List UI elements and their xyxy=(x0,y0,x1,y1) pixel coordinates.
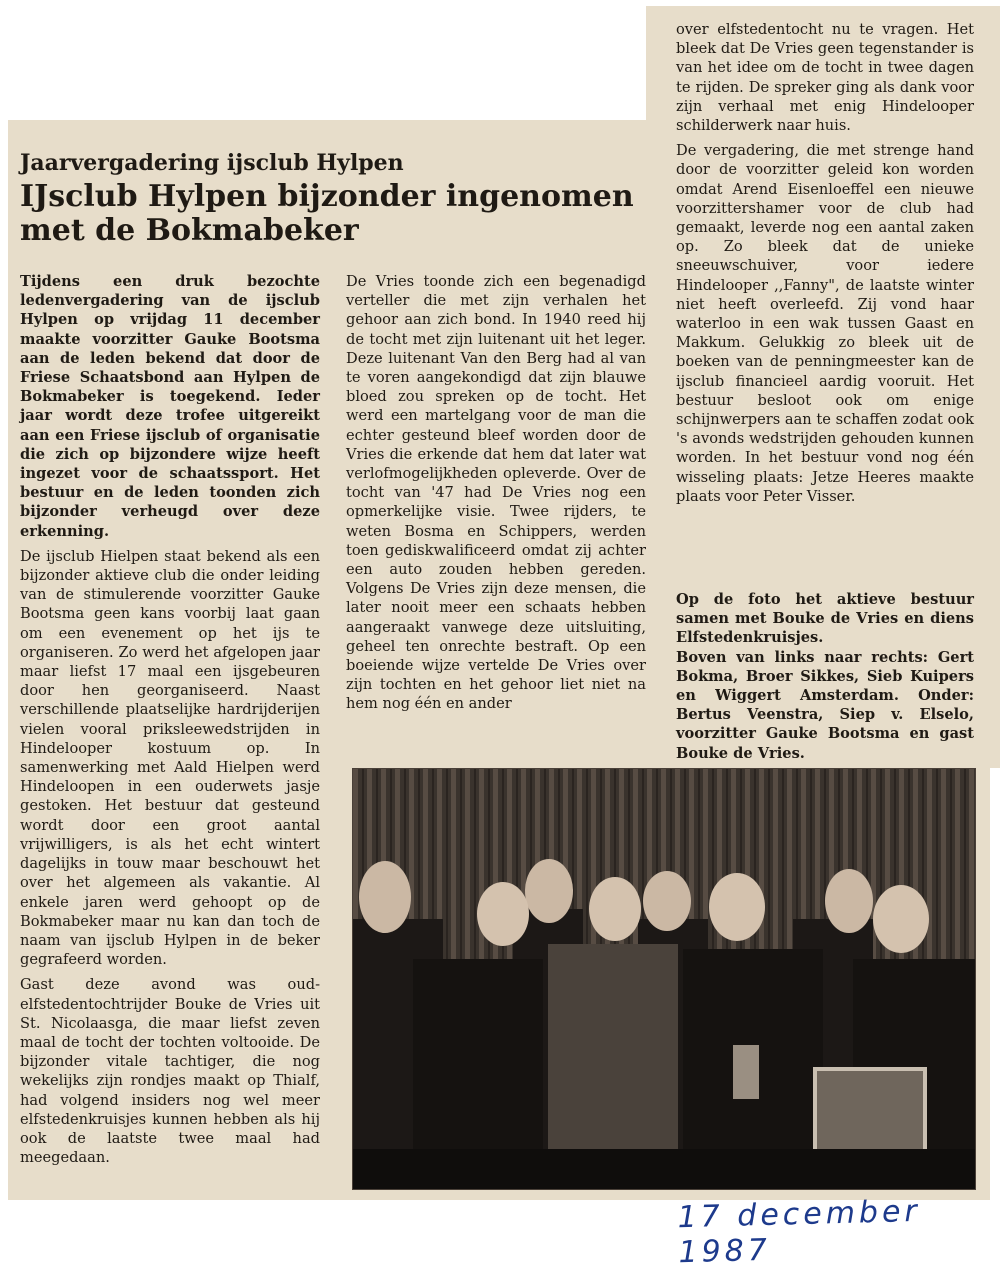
article-kicker: Jaarvergadering ijsclub Hylpen xyxy=(20,150,404,176)
article-column-1 xyxy=(20,272,320,1173)
group-photo xyxy=(352,768,976,1190)
group-photo-illustration xyxy=(353,769,975,1189)
article-paragraph: over elfstedentocht nu te vragen. Het bleek dat De Vries geen tegenstander is van het idee om de tocht in twee dagen te rijden. De spreker ging als dank voor zijn verhaal met enig Hindelooper schilderwerk naar huis. xyxy=(676,21,974,135)
caption-line: Op de foto het aktieve bestuur samen met Bouke de Vries en diens Elfstedenkruisjes. xyxy=(676,591,974,647)
article-paragraph: Gast deze avond was oud-elfstedentochtrijder Bouke de Vries uit St. Nicolaasga, die maar liefst zeven maal de tocht der tochten voltooide. De bijzonder vitale tachtiger, die nog wekelijks zijn rondjes maakt op Thialf, had volgend insiders nog wel meer elfstedenkruisjes kunnen hebben als hij ook de laatste twee maal had meegedaan. xyxy=(20,976,320,1167)
article-column-3 xyxy=(676,20,974,512)
article-lead: Tijdens een druk bezochte ledenvergadering van de ijsclub Hylpen op vrijdag 11 december maakte voorzitter Gauke Bootsma aan de leden bekend dat door de Friese Schaatsbond aan Hylpen de Bokmabeker is toegekend. Ieder jaar wordt deze trofee uitgereikt aan een Friese ijsclub of organisatie die zich op bijzondere wijze heeft ingezet voor de schaatssport. Het bestuur en de leden toonden zich bijzonder verheugd over deze erkenning. xyxy=(20,273,320,540)
handwritten-date: 17 december 1987 xyxy=(677,1193,922,1270)
article-headline: IJsclub Hylpen bijzonder ingenomen met de Bokmabeker xyxy=(20,179,634,248)
article-column-2 xyxy=(346,272,646,720)
article-paragraph: De Vries toonde zich een begenadigd verteller die met zijn verhalen het gehoor aan zich bond. In 1940 reed hij de tocht met zijn luitenant uit het leger. Deze luitenant Van den Berg had al van te voren aangekondigd dat zijn blauwe bloed zou spreken op de tocht. Het werd een martelgang voor de man die echter gesteund bleef worden door de Vries die erkende dat hem dat later wat verlofmogelijkheden opleverde. Over de tocht van '47 had De Vries nog een opmerkelijke visie. Twee rijders, te weten Bosma en Schippers, werden toen gediskwalificeerd omdat zij achter een auto zouden hebben gereden. Volgens De Vries zijn deze mensen, die later nooit meer een schaats hebben aangeraakt vanwege deze uitsluiting, geheel ten onrechte bestraft. Op een boeiende wijze vertelde De Vries over zijn tochten en het gehoor liet niet na hem nog één en ander xyxy=(346,273,646,713)
article-paragraph: De vergadering, die met strenge hand door de voorzitter geleid kon worden omdat Arend Eisenloeffel een nieuwe voorzittershamer voor de club had gemaakt, leverde nog een aantal zaken op. Zo bleek dat de unieke sneeuwschuiver, voor iedere Hindelooper ,,Fanny", de laatste winter niet heeft overleefd. Zij vond haar waterloo in een wak tussen Gaast en Makkum. Gelukkig zo bleek uit de boeken van de penningmeester kan de ijsclub financieel aardig vooruit. Het bestuur besloot ook om enige schijnwerpers aan te schaffen zodat ook 's avonds wedstrijden gehouden kunnen worden. In het bestuur vond nog één wisseling plaats: Jetze Heeres maakte plaats voor Peter Visser. xyxy=(676,142,974,505)
photo-caption xyxy=(676,590,974,763)
caption-line: Boven van links naar rechts: Gert Bokma, Broer Sikkes, Sieb Kuipers en Wiggert Amsterdam. Onder: Bertus Veenstra, Siep v. Elselo, voorzitter Gauke Bootsma en gast Bouke de Vries. xyxy=(676,648,974,762)
article-paragraph: De ijsclub Hielpen staat bekend als een bijzonder aktieve club die onder leiding van de stimulerende voorzitter Gauke Bootsma geen kans voorbij laat gaan om een evenement op het ijs te organiseren. Zo werd het afgelopen jaar maar liefst 17 maal een ijsgebeuren door hen georganiseerd. Naast verschillende plaatselijke hardrijderijen vielen vooral priksleewedstrijden in Hindelooper kostuum op. In samenwerking met Aald Hielpen werd Hindeloopen in een ouderwets jasje gestoken. Het bestuur dat gesteund wordt door een groot aantal vrijwilligers, is als het echt wintert dagelijks in touw maar beschouwt het over het algemeen als vakantie. Al enkele jaren werd gehoopt op de Bokmabeker maar nu kan dan toch de naam van ijsclub Hylpen in de beker gegrafeerd worden. xyxy=(20,547,320,969)
